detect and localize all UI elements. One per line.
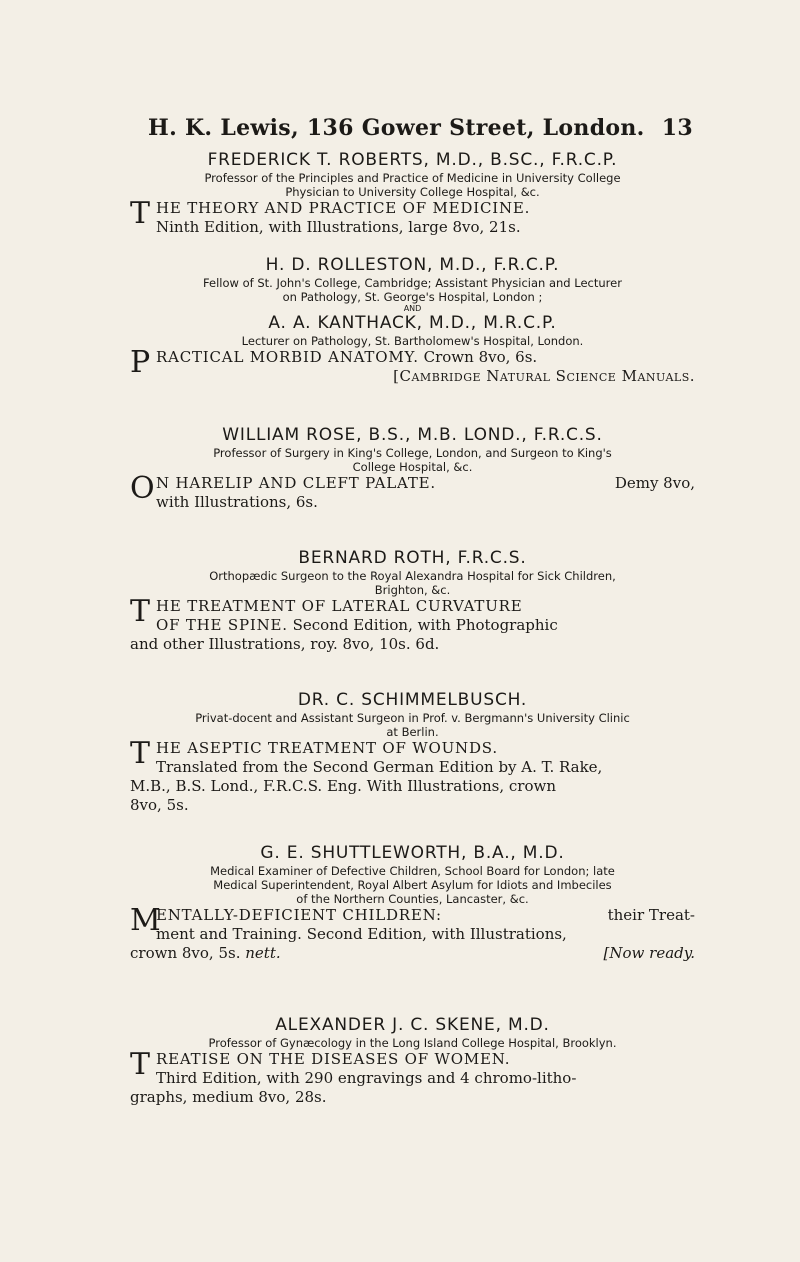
author-description: Lecturer on Pathology, St. Bartholomew's Hospital, London.: [241, 334, 584, 348]
author-description: Professor of Gynæcology in the Long Island College Hospital, Brooklyn.: [208, 1036, 617, 1050]
and-separator: AND: [403, 304, 422, 313]
book-details: and other Illustrations, roy. 8vo, 10s. 6d.: [130, 635, 440, 653]
drop-cap: M: [130, 903, 161, 938]
book-title: HE THEORY AND PRACTICE OF MEDICINE.: [156, 199, 531, 217]
book-listing: [130, 471, 695, 512]
book-details: Second Edition, with Photographic: [292, 616, 558, 634]
book-details: Crown 8vo, 6s.: [423, 348, 538, 366]
series-name: [Cambridge Natural Science Manuals.: [393, 367, 695, 385]
book-details: their Treat-: [607, 906, 695, 924]
book-title: ENTALLY-DEFICIENT CHILDREN:: [156, 906, 442, 924]
book-title: REATISE ON THE DISEASES OF WOMEN.: [156, 1050, 511, 1068]
author-name: WILLIAM ROSE, B.S., M.B. LOND., F.R.C.S.: [222, 425, 603, 445]
author-name: G. E. SHUTTLEWORTH, B.A., M.D.: [260, 843, 565, 863]
book-details: crown 8vo, 5s.: [130, 944, 241, 962]
book-title: RACTICAL MORBID ANATOMY.: [156, 348, 419, 366]
catalogue-entry: [130, 425, 695, 512]
book-details: with Illustrations, 6s.: [156, 493, 318, 511]
author-name: FREDERICK T. ROBERTS, M.D., B.SC., F.R.C.P.: [207, 150, 618, 170]
book-title: N HARELIP AND CLEFT PALATE.: [156, 474, 436, 492]
nett-label: nett.: [245, 944, 281, 962]
page-number: 13: [661, 115, 693, 141]
author-description: Medical Examiner of Defective Children, School Board for London; late: [210, 864, 615, 878]
author-description: Orthopædic Surgeon to the Royal Alexandra Hospital for Sick Children,: [209, 569, 616, 583]
drop-cap: T: [130, 736, 151, 771]
author-name: ALEXANDER J. C. SKENE, M.D.: [275, 1015, 550, 1035]
book-listing: [130, 196, 695, 237]
catalogue-entry: [130, 255, 695, 386]
book-title: OF THE SPINE.: [156, 616, 288, 634]
drop-cap: T: [130, 1047, 151, 1082]
book-details: M.B., B.S. Lond., F.R.C.S. Eng. With Illustrations, crown: [130, 777, 556, 795]
catalogue-entry: [130, 690, 695, 815]
availability-note: [Now ready.: [603, 944, 695, 962]
author-description: College Hospital, &c.: [352, 460, 473, 474]
author-description: of the Northern Counties, Lancaster, &c.: [296, 892, 529, 906]
book-details: Demy 8vo,: [614, 474, 695, 492]
catalogue-entry: [130, 548, 695, 654]
book-title: HE TREATMENT OF LATERAL CURVATURE: [156, 597, 523, 615]
author-description: Privat-docent and Assistant Surgeon in Prof. v. Bergmann's University Clinic: [195, 711, 630, 725]
author-description: Professor of the Principles and Practice of Medicine in University College: [204, 171, 621, 185]
book-details: Ninth Edition, with Illustrations, large 8vo, 21s.: [156, 218, 521, 236]
author-name: BERNARD ROTH, F.R.C.S.: [298, 548, 527, 568]
catalogue-entry: [130, 1015, 695, 1107]
book-listing: [130, 903, 695, 963]
drop-cap: O: [130, 471, 155, 506]
book-details: graphs, medium 8vo, 28s.: [130, 1088, 327, 1106]
book-listing: [130, 1047, 695, 1107]
author-name: A. A. KANTHACK, M.D., M.R.C.P.: [268, 313, 557, 333]
book-listing: [130, 594, 695, 654]
author-name: DR. C. SCHIMMELBUSCH.: [297, 690, 528, 710]
publisher-address: H. K. Lewis, 136 Gower Street, London.: [148, 115, 645, 141]
book-listing: [130, 736, 695, 815]
drop-cap: P: [130, 345, 151, 380]
author-description: at Berlin.: [386, 725, 439, 739]
running-header: [148, 115, 693, 141]
drop-cap: T: [130, 196, 151, 231]
catalogue-entry: [130, 843, 695, 963]
catalogue-entry: [130, 150, 695, 237]
book-listing: [130, 345, 695, 386]
author-description: Physician to University College Hospital, &c.: [285, 185, 540, 199]
drop-cap: T: [130, 594, 151, 629]
book-details: 8vo, 5s.: [130, 796, 189, 814]
book-details: Translated from the Second German Edition by A. T. Rake,: [156, 758, 603, 776]
book-title: HE ASEPTIC TREATMENT OF WOUNDS.: [156, 739, 498, 757]
author-description: Fellow of St. John's College, Cambridge; Assistant Physician and Lecturer: [203, 276, 622, 290]
book-details: ment and Training. Second Edition, with Illustrations,: [156, 925, 567, 943]
book-details: Third Edition, with 290 engravings and 4 chromo-litho-: [156, 1069, 577, 1087]
author-description: Medical Superintendent, Royal Albert Asylum for Idiots and Imbeciles: [213, 878, 612, 892]
author-name: H. D. ROLLESTON, M.D., F.R.C.P.: [265, 255, 560, 275]
author-description: on Pathology, St. George's Hospital, London ;: [282, 290, 543, 304]
author-description: Brighton, &c.: [374, 583, 451, 597]
author-description: Professor of Surgery in King's College, London, and Surgeon to King's: [213, 446, 612, 460]
